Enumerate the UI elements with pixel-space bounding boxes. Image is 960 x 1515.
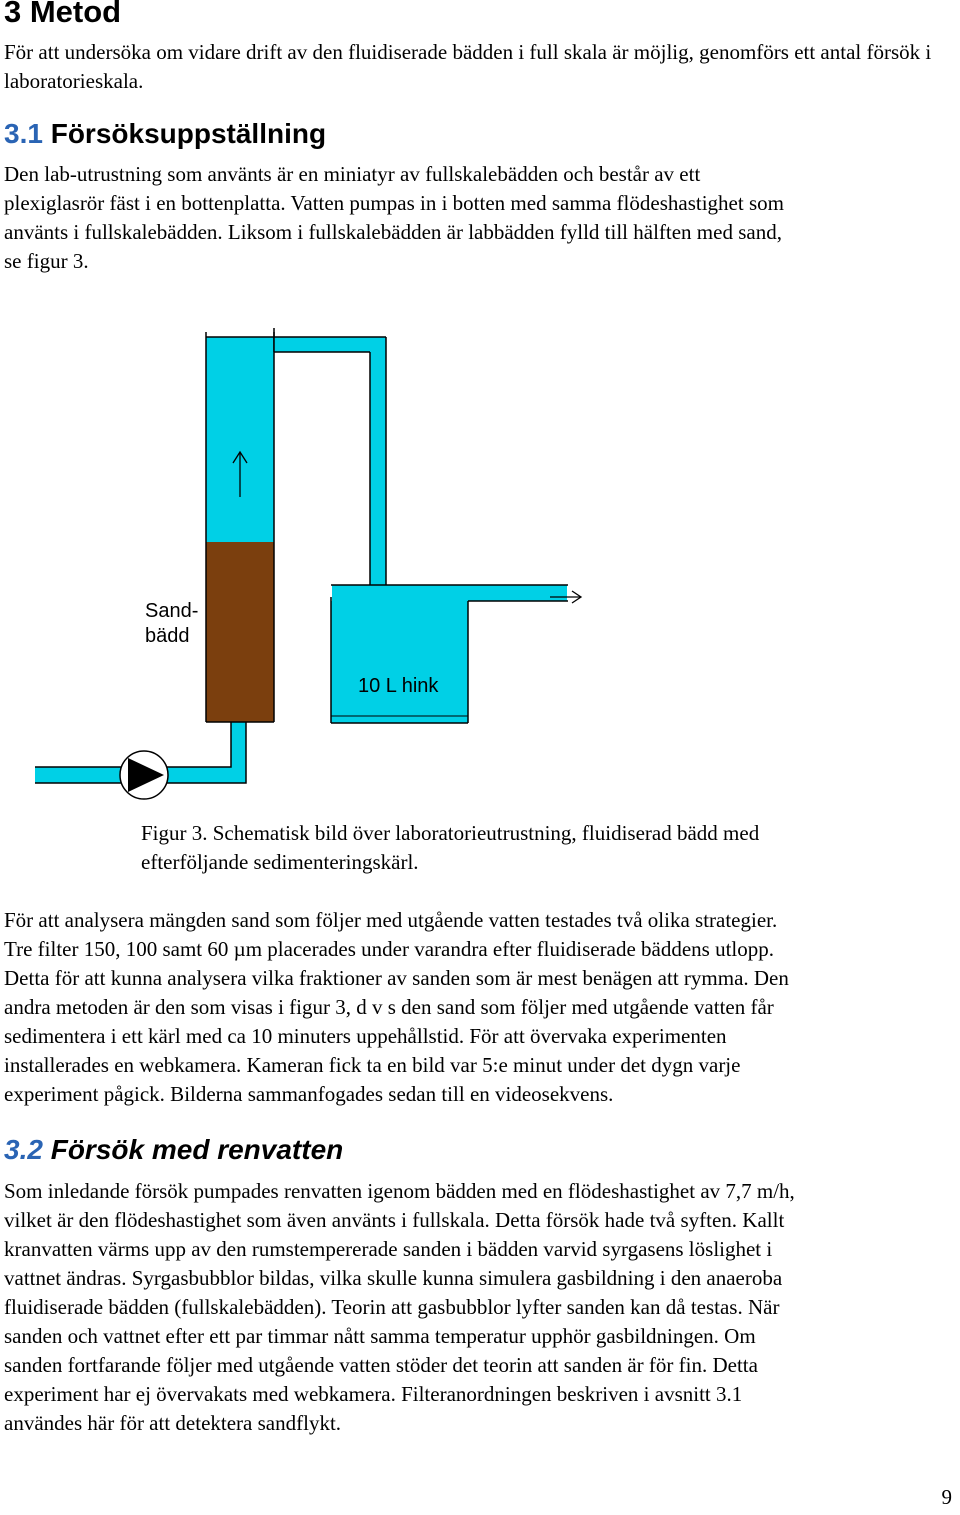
paragraph-line: plexiglasrör fäst i en bottenplatta. Vatten pumpas in i botten med samma flödeshastighet som: [4, 191, 784, 215]
paragraph-line: Som inledande försök pumpades renvatten igenom bädden med en flödeshastighet av 7,7 m/h,: [4, 1179, 795, 1203]
section-3-1-number: 3.1: [4, 118, 43, 149]
paragraph-line: använts i fullskalebädden. Liksom i fullskalebädden är labbädden fylld till hälften med sand,: [4, 220, 782, 244]
section-3-2-paragraph: [4, 1177, 960, 1438]
section-3-2-title: Försök med renvatten: [50, 1134, 344, 1165]
label-bucket: 10 L hink: [358, 675, 439, 697]
paragraph-line: För att analysera mängden sand som följer med utgående vatten testades två olika strategier.: [4, 908, 778, 932]
lab-setup-diagram: [0, 320, 960, 810]
page-number: 9: [941, 1485, 952, 1509]
section-3-intro: För att undersöka om vidare drift av den fluidiserade bädden i full skala är möjlig, genomförs ett antal försök i laboratorieskala.: [4, 40, 932, 93]
section-3-1-title: Försöksuppställning: [50, 118, 327, 149]
outlet-pipe: [331, 585, 568, 601]
paragraph-line: sanden fortfarande följer med utgående vatten stöder det teorin att sanden är för fin. Detta: [4, 1353, 758, 1377]
section-3-2-heading: [4, 1134, 343, 1166]
section-3-1-paragraph: [4, 160, 960, 276]
paragraph-line: fluidiserade bädden (fullskalebädden). Teorin att gasbubblor lyfter sanden kan då testas. När: [4, 1295, 780, 1319]
figure-caption: [141, 819, 941, 877]
paragraph-line: Tre filter 150, 100 samt 60 µm placerades under varandra efter fluidiserade bäddens utlopp.: [4, 937, 774, 961]
section-3-1-heading: [4, 118, 326, 150]
paragraph-line: sedimentera i ett kärl med ca 10 minuters uppehållstid. För att övervaka experimenten: [4, 1024, 727, 1048]
label-sand-line1: Sand-: [145, 600, 199, 622]
label-sand-line2: bädd: [145, 625, 190, 647]
paragraph-line: installerades en webkamera. Kameran fick ta en bild var 5:e minut under det dygn varje: [4, 1053, 741, 1077]
sedimentation-bucket: [331, 597, 468, 723]
paragraph-line: sanden och vattnet efter ett par timmar nått samma temperatur upphör gasbildningen. Om: [4, 1324, 756, 1348]
paragraph-line: se figur 3.: [4, 249, 89, 273]
section-3-2-number: 3.2: [4, 1134, 43, 1165]
paragraph-line: kranvatten värms upp av den rumstempererade sanden i bädden varvid syrgasens löslighet i: [4, 1237, 773, 1261]
caption-line: efterföljande sedimenteringskärl.: [141, 850, 419, 874]
paragraph-line: Detta för att kunna analysera vilka fraktioner av sanden som är mest benägen att rymma. Den: [4, 966, 789, 990]
analysis-paragraph: [4, 906, 960, 1109]
paragraph-line: experiment pågick. Bilderna sammanfogades sedan till en videosekvens.: [4, 1082, 614, 1106]
section-3-heading: 3 Metod: [4, 0, 122, 29]
paragraph-line: vilket är den flödeshastighet som även använts i fullskala. Detta försök hade två syften. Kallt: [4, 1208, 785, 1232]
bed-column: [206, 332, 274, 722]
paragraph-line: andra metoden är den som visas i figur 3, d v s den sand som följer med utgående vatten får: [4, 995, 774, 1019]
paragraph-line: användes här för att detektera sandflykt.: [4, 1411, 342, 1435]
pump-icon: [120, 751, 168, 799]
caption-line: Figur 3. Schematisk bild över laboratorieutrustning, fluidiserad bädd med: [141, 821, 760, 845]
paragraph-line: experiment har ej övervakats med webkamera. Filteranordningen beskriven i avsnitt 3.1: [4, 1382, 743, 1406]
paragraph-line: Den lab-utrustning som använts är en miniatyr av fullskalebädden och består av ett: [4, 162, 701, 186]
paragraph-line: vattnet ändras. Syrgasbubblor bildas, vilka skulle kunna simulera gasbildning i den anaeroba: [4, 1266, 783, 1290]
